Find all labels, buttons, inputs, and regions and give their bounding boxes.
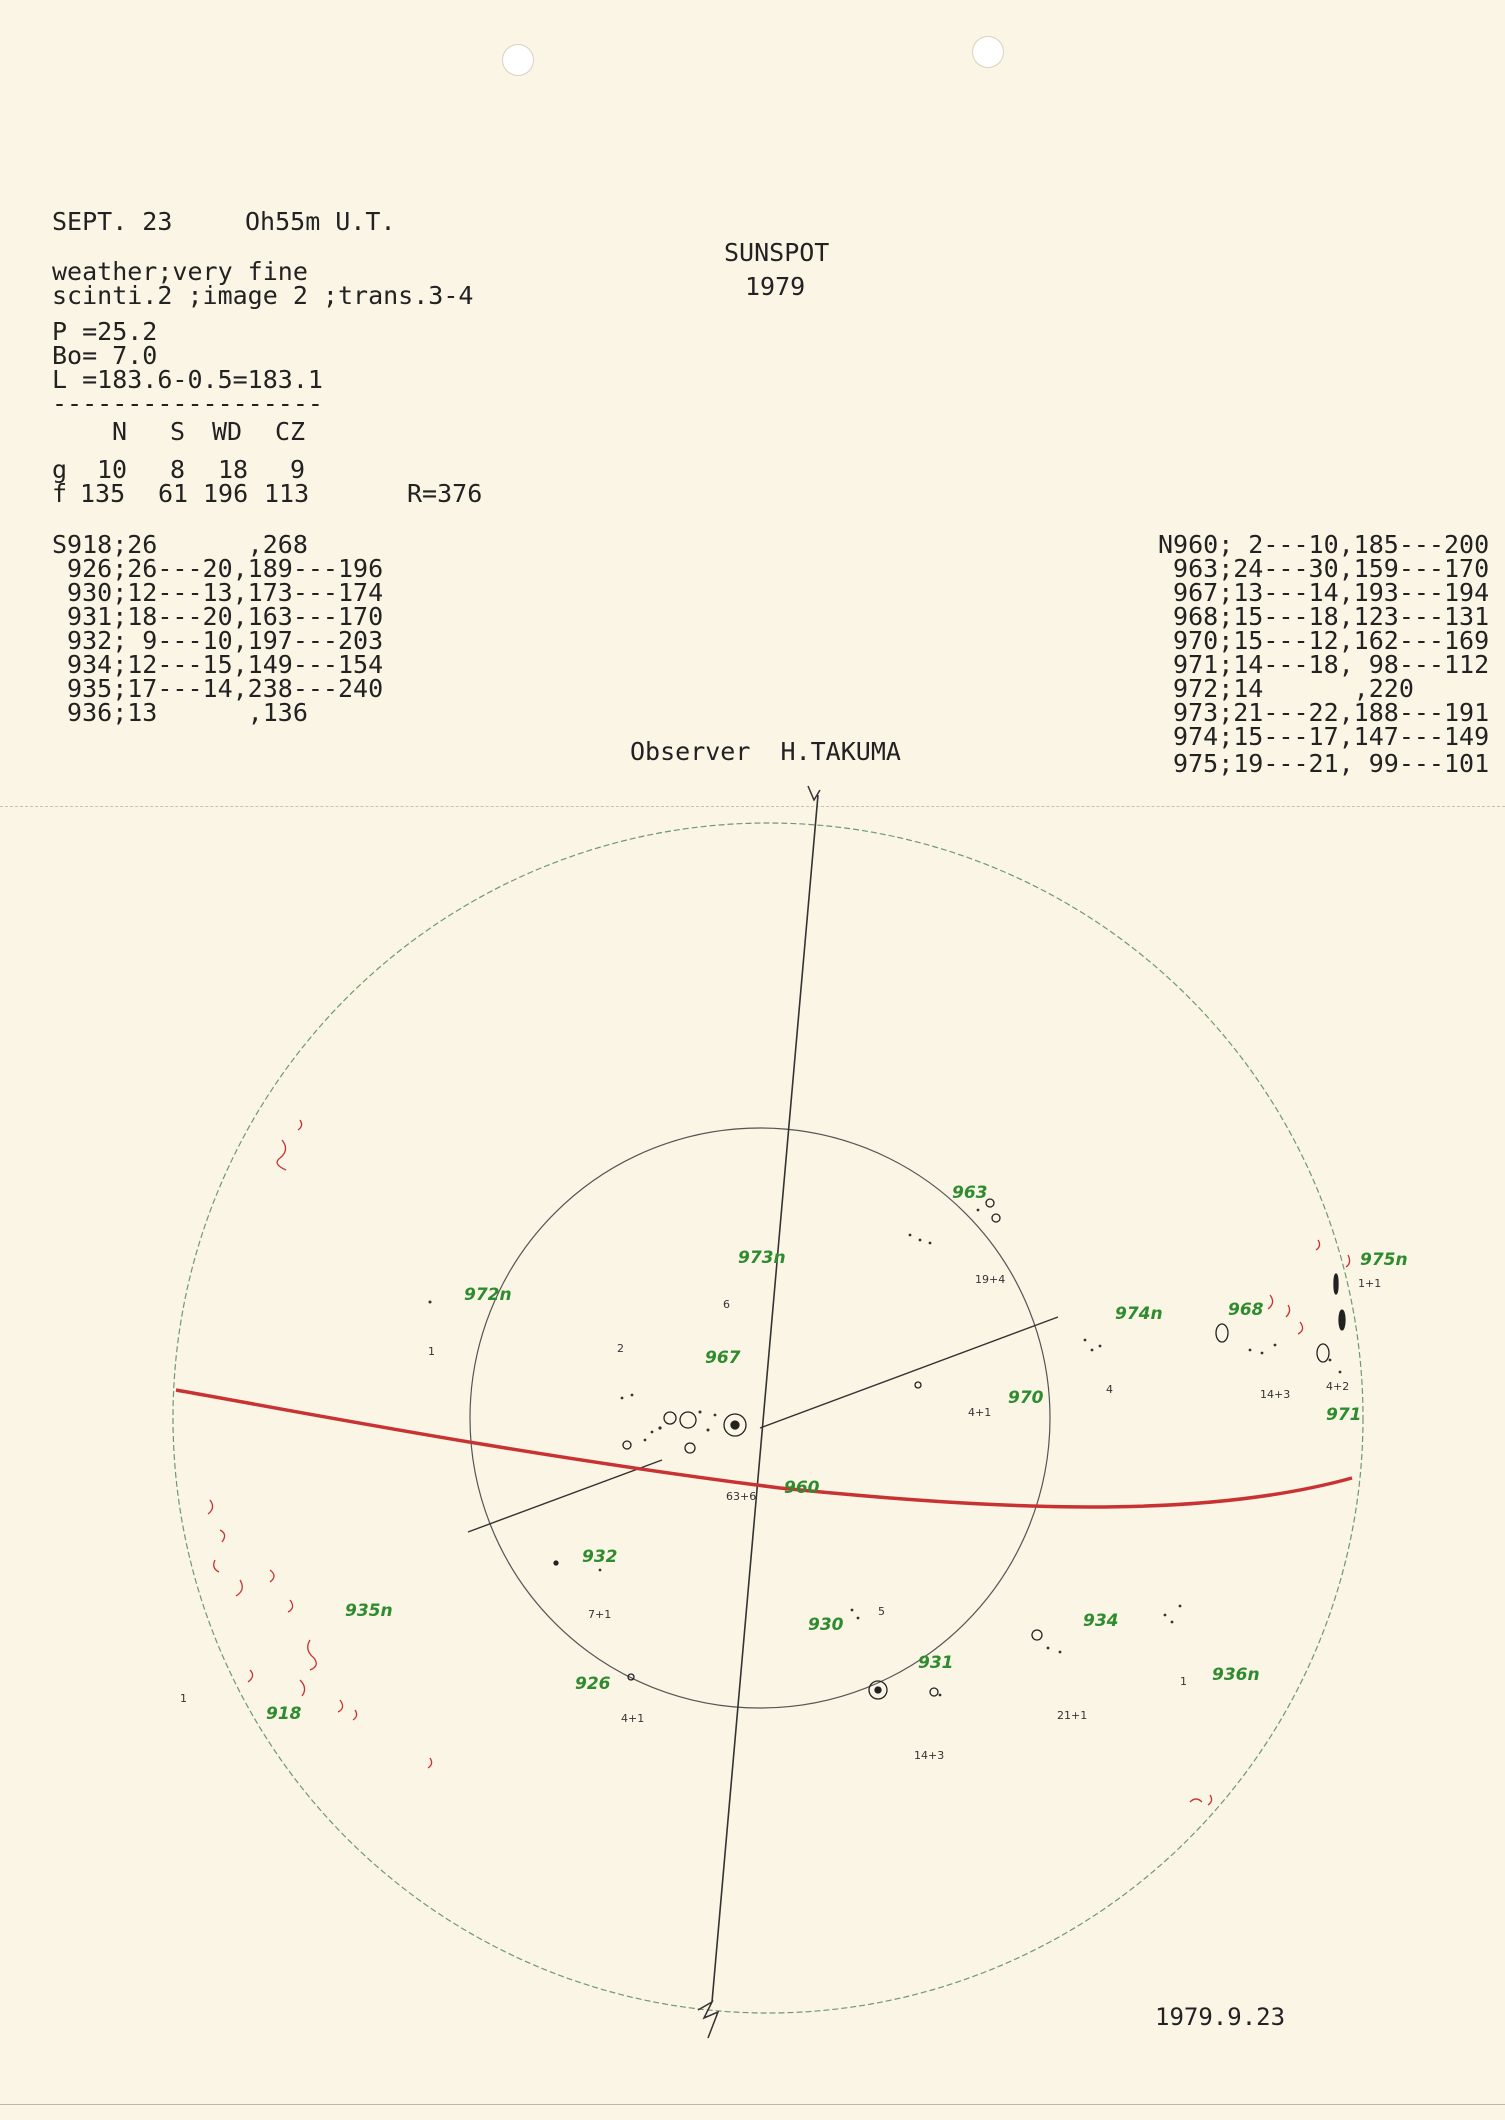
list-item: 963;24---30,159---170 bbox=[1158, 554, 1490, 583]
spot-count-label: 4+1 bbox=[968, 1406, 992, 1419]
list-item: 932; 9---10,197---203 bbox=[52, 626, 384, 655]
g-wd: 18 bbox=[218, 455, 249, 484]
page-title: SUNSPOT bbox=[724, 238, 830, 267]
list-item: 972;14 ,220 bbox=[1158, 674, 1414, 703]
list-item: S918;26 ,268 bbox=[52, 530, 308, 559]
spot-dot bbox=[1179, 1605, 1182, 1608]
spot-mark bbox=[623, 1441, 631, 1449]
group-number-label: 935n bbox=[345, 1601, 393, 1621]
spot-dot bbox=[1329, 1359, 1332, 1362]
list-item: 974;15---17,147---149 bbox=[1158, 722, 1490, 751]
group-number-label: 971 bbox=[1326, 1405, 1362, 1425]
punch-hole-left bbox=[502, 44, 534, 76]
list-item: 935;17---14,238---240 bbox=[52, 674, 384, 703]
spot-dot bbox=[919, 1239, 922, 1242]
spot-count-label: 4+2 bbox=[1326, 1380, 1350, 1393]
spot-dot bbox=[1091, 1349, 1094, 1352]
facula-mark bbox=[428, 1758, 432, 1768]
spot-dot bbox=[599, 1569, 602, 1572]
spot-count-label: 5 bbox=[878, 1605, 885, 1618]
spot-count-label: 4+1 bbox=[621, 1712, 645, 1725]
col-cz: CZ bbox=[275, 417, 306, 446]
red-facula-marks bbox=[208, 1120, 1350, 1805]
group-number-label: 936n bbox=[1212, 1665, 1260, 1685]
south-tick bbox=[698, 2002, 718, 2038]
spot-mark bbox=[992, 1214, 1000, 1222]
spot-mark bbox=[1339, 1310, 1345, 1330]
paper-bottom-edge bbox=[0, 2104, 1505, 2105]
spot-dot bbox=[621, 1397, 624, 1400]
facula-mark bbox=[208, 1500, 225, 1572]
list-item: 930;12---13,173---174 bbox=[52, 578, 384, 607]
list-item: 971;14---18, 98---112 bbox=[1158, 650, 1490, 679]
r-number: R=376 bbox=[407, 479, 483, 508]
group-number-label: 932 bbox=[582, 1547, 618, 1567]
f-s: 61 bbox=[158, 479, 189, 508]
observation-time: Oh55m U.T. bbox=[245, 207, 396, 236]
list-item: 931;18---20,163---170 bbox=[52, 602, 384, 631]
facula-mark bbox=[300, 1640, 316, 1696]
spot-count-label: 1 bbox=[180, 1692, 187, 1705]
spot-count-label: 6 bbox=[723, 1298, 730, 1311]
spot-dot bbox=[851, 1609, 854, 1612]
spot-mark bbox=[664, 1412, 676, 1424]
axis-line-lower bbox=[468, 1460, 662, 1532]
col-wd: WD bbox=[212, 417, 243, 446]
row-f-label: f bbox=[52, 479, 68, 508]
spot-dot bbox=[699, 1411, 702, 1414]
spot-mark bbox=[554, 1561, 558, 1565]
group-number-label: 963 bbox=[952, 1183, 988, 1203]
col-s: S bbox=[170, 417, 186, 446]
spot-mark bbox=[731, 1421, 739, 1429]
g-n: 10 bbox=[97, 455, 128, 484]
spot-count-label: 14+3 bbox=[914, 1749, 945, 1762]
spot-dot bbox=[714, 1414, 717, 1417]
spot-mark bbox=[1317, 1344, 1329, 1362]
page-year: 1979 bbox=[745, 272, 806, 301]
facula-mark bbox=[1316, 1240, 1350, 1267]
group-number-label: 967 bbox=[705, 1348, 741, 1368]
spot-dot bbox=[857, 1617, 860, 1620]
spot-dot bbox=[658, 1426, 661, 1429]
spot-count-label: 4 bbox=[1106, 1383, 1113, 1396]
group-number-label: 975n bbox=[1360, 1250, 1408, 1270]
spot-dot bbox=[1047, 1647, 1050, 1650]
group-number-label: 968 bbox=[1228, 1300, 1264, 1320]
list-item: 926;26---20,189---196 bbox=[52, 554, 384, 583]
group-number-label: 960 bbox=[784, 1478, 820, 1498]
spot-count-label: 1 bbox=[1180, 1675, 1187, 1688]
group-number-label: 934 bbox=[1083, 1611, 1119, 1631]
spot-count-label: 1 bbox=[428, 1345, 435, 1358]
spot-dot bbox=[1339, 1371, 1342, 1374]
list-item: 973;21---22,188---191 bbox=[1158, 698, 1490, 727]
footer-date: 1979.9.23 bbox=[1155, 2003, 1286, 2031]
sunspot-marks bbox=[554, 1199, 1345, 1699]
spot-dot bbox=[1084, 1339, 1087, 1342]
spot-mark bbox=[875, 1687, 881, 1693]
spot-dot bbox=[1274, 1344, 1277, 1347]
facula-mark bbox=[277, 1120, 302, 1170]
weather-line: weather;very fine bbox=[52, 257, 308, 286]
spot-mark bbox=[680, 1412, 696, 1428]
spot-dot bbox=[977, 1209, 980, 1212]
facula-mark bbox=[1268, 1295, 1303, 1334]
spot-dot bbox=[631, 1394, 634, 1397]
central-meridian bbox=[712, 795, 818, 2002]
list-item: 970;15---12,162---169 bbox=[1158, 626, 1490, 655]
solar-disk-drawing bbox=[0, 780, 1505, 2100]
list-item: 934;12---15,149---154 bbox=[52, 650, 384, 679]
spot-dot bbox=[929, 1242, 932, 1245]
group-number-label: 974n bbox=[1115, 1304, 1163, 1324]
spot-count-label: 19+4 bbox=[975, 1273, 1006, 1286]
spot-dot bbox=[644, 1439, 647, 1442]
list-item: 936;13 ,136 bbox=[52, 698, 308, 727]
spot-dot bbox=[1164, 1614, 1167, 1617]
spot-mark bbox=[1032, 1630, 1042, 1640]
spot-dot bbox=[1059, 1651, 1062, 1654]
group-number-label: 930 bbox=[808, 1615, 844, 1635]
observation-date: SEPT. 23 bbox=[52, 207, 173, 236]
spot-dot bbox=[1099, 1345, 1102, 1348]
spot-dot bbox=[1261, 1352, 1264, 1355]
spot-mark bbox=[1216, 1324, 1228, 1342]
seeing-line: scinti.2 ;image 2 ;trans.3-4 bbox=[52, 281, 474, 310]
g-s: 8 bbox=[170, 455, 186, 484]
g-cz: 9 bbox=[290, 455, 306, 484]
limb-circle bbox=[173, 823, 1363, 2013]
spot-dot bbox=[429, 1301, 432, 1304]
f-cz: 113 bbox=[264, 479, 310, 508]
list-item: N960; 2---10,185---200 bbox=[1158, 530, 1490, 559]
facula-mark bbox=[236, 1570, 293, 1612]
list-item: 968;15---18,123---131 bbox=[1158, 602, 1490, 631]
observer: Observer H.TAKUMA bbox=[630, 737, 901, 766]
spot-dot bbox=[939, 1694, 942, 1697]
spot-count-label: 21+1 bbox=[1057, 1709, 1088, 1722]
row-g-label: g bbox=[52, 455, 68, 484]
b0-value: Bo= 7.0 bbox=[52, 341, 158, 370]
spot-mark bbox=[930, 1688, 938, 1696]
spot-dot bbox=[909, 1234, 912, 1237]
group-number-label: 926 bbox=[575, 1674, 611, 1694]
group-number-label: 931 bbox=[918, 1653, 954, 1673]
facula-mark bbox=[1190, 1795, 1212, 1805]
group-number-label: 918 bbox=[266, 1704, 302, 1724]
spot-dot bbox=[707, 1429, 710, 1432]
punch-hole-right bbox=[972, 36, 1004, 68]
spot-mark bbox=[1334, 1274, 1338, 1294]
spot-count-label: 1+1 bbox=[1358, 1277, 1382, 1290]
spot-mark bbox=[915, 1382, 921, 1388]
spot-dots bbox=[429, 1209, 1342, 1697]
spot-count-label: 7+1 bbox=[588, 1608, 612, 1621]
list-item: 967;13---14,193---194 bbox=[1158, 578, 1490, 607]
spot-dot bbox=[1249, 1349, 1252, 1352]
group-number-label: 973n bbox=[738, 1248, 786, 1268]
header-rule: ------------------ bbox=[52, 389, 323, 418]
col-n: N bbox=[112, 417, 128, 446]
group-number-label: 970 bbox=[1008, 1388, 1044, 1408]
spot-mark bbox=[685, 1443, 695, 1453]
inner-circle bbox=[470, 1128, 1050, 1708]
f-wd: 196 bbox=[203, 479, 249, 508]
axis-line-upper bbox=[760, 1317, 1058, 1428]
l-value: L =183.6-0.5=183.1 bbox=[52, 365, 323, 394]
spot-count-label: 14+3 bbox=[1260, 1388, 1291, 1401]
list-item: 975;19---21, 99---101 bbox=[1158, 749, 1490, 778]
spot-dot bbox=[1171, 1621, 1174, 1624]
spot-count-label: 63+6 bbox=[726, 1490, 757, 1503]
f-n: 135 bbox=[80, 479, 126, 508]
spot-count-label: 2 bbox=[617, 1342, 624, 1355]
p-angle: P =25.2 bbox=[52, 317, 158, 346]
spot-dot bbox=[651, 1431, 654, 1434]
group-number-label: 972n bbox=[464, 1285, 512, 1305]
